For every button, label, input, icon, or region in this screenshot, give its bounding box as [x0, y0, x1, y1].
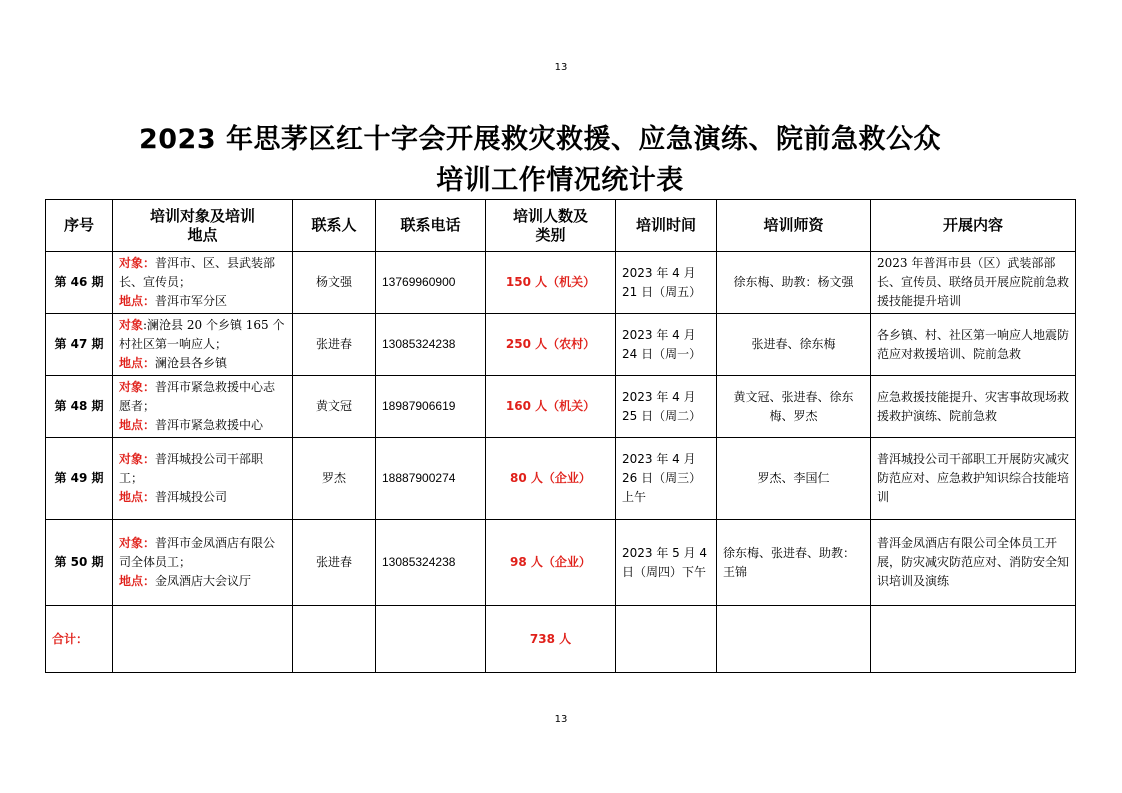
target-location-cell: 对象:澜沧县 20 个乡镇 165 个村社区第一响应人； 地点：澜沧县各乡镇 — [113, 314, 293, 376]
location-label: 地点 — [119, 294, 144, 308]
period-cell: 第 48 期 — [46, 376, 113, 438]
header-count-line1: 培训人数及 — [512, 206, 588, 225]
target-label: 对象 — [119, 452, 144, 466]
header-target-line2: 地点 — [187, 225, 218, 244]
teachers-cell: 徐东梅、张进春、助教：王锦 — [717, 520, 871, 606]
header-count — [486, 200, 616, 252]
target-value: 普洱市紧急救援中心志愿者； — [119, 380, 276, 413]
target-label: 对象 — [119, 536, 144, 550]
page-number-top: 13 — [554, 62, 568, 73]
location-label: 地点 — [119, 418, 144, 432]
location-label: 地点 — [119, 490, 144, 504]
content-cell: 应急救援技能提升、灾害事故现场救援救护演练、院前急救 — [871, 376, 1076, 438]
target-label: 对象 — [119, 256, 144, 270]
table-row — [46, 252, 1076, 314]
total-label: 合计： — [46, 606, 113, 673]
content-cell: 普洱城投公司干部职工开展防灾减灾防范应对、应急救护知识综合技能培训 — [871, 438, 1076, 520]
header-phone: 联系电话 — [376, 200, 486, 252]
table-row — [46, 520, 1076, 606]
contact-cell: 杨文强 — [293, 252, 376, 314]
teachers-cell: 张进春、徐东梅 — [717, 314, 871, 376]
teachers-cell: 徐东梅、助教：杨文强 — [717, 252, 871, 314]
phone-cell: 18887900274 — [376, 438, 486, 520]
header-content: 开展内容 — [871, 200, 1076, 252]
table-header-row — [46, 200, 1076, 252]
target-location-cell: 对象：普洱市、区、县武装部长、宣传员； 地点：普洱市军分区 — [113, 252, 293, 314]
count-cell: 150 人（机关） — [486, 252, 616, 314]
table-row — [46, 314, 1076, 376]
content-cell: 普洱金凤酒店有限公司全体员工开展，防灾减灾防范应对、消防安全知识培训及演练 — [871, 520, 1076, 606]
contact-cell: 张进春 — [293, 314, 376, 376]
count-cell: 80 人（企业） — [486, 438, 616, 520]
teachers-cell: 罗杰、李国仁 — [717, 438, 871, 520]
period-cell: 第 47 期 — [46, 314, 113, 376]
period-cell: 第 49 期 — [46, 438, 113, 520]
location-value: 普洱市紧急救援中心 — [155, 418, 264, 432]
header-teachers: 培训师资 — [717, 200, 871, 252]
target-location-cell: 对象：普洱市紧急救援中心志愿者； 地点：普洱市紧急救援中心 — [113, 376, 293, 438]
phone-cell: 13085324238 — [376, 314, 486, 376]
count-cell: 160 人（机关） — [486, 376, 616, 438]
empty-cell — [293, 606, 376, 673]
target-value: :澜沧县 20 个乡镇 165 个村社区第一响应人； — [119, 318, 285, 351]
header-contact: 联系人 — [293, 200, 376, 252]
location-value: 普洱市军分区 — [155, 294, 228, 308]
header-count-line2: 类别 — [535, 225, 566, 244]
page-title-line1: 2023 年思茅区红十字会开展救灾救援、应急演练、院前急救公众 — [138, 124, 942, 155]
page-number-bottom: 13 — [554, 714, 568, 725]
empty-cell — [871, 606, 1076, 673]
contact-cell: 罗杰 — [293, 438, 376, 520]
table-row — [46, 438, 1076, 520]
count-cell: 250 人（农村） — [486, 314, 616, 376]
target-value: 普洱市金凤酒店有限公司全体员工； — [119, 536, 276, 569]
header-target — [113, 200, 293, 252]
target-location-cell: 对象：普洱城投公司干部职工； 地点：普洱城投公司 — [113, 438, 293, 520]
header-time: 培训时间 — [616, 200, 717, 252]
content-cell: 2023 年普洱市县（区）武装部部长、宣传员、联络员开展应院前急救援技能提升培训 — [871, 252, 1076, 314]
time-cell: 2023 年 4 月 24 日（周一） — [616, 314, 717, 376]
page-title-line2: 培训工作情况统计表 — [436, 165, 684, 196]
empty-cell — [113, 606, 293, 673]
target-value: 普洱市、区、县武装部长、宣传员； — [119, 256, 276, 289]
period-cell: 第 46 期 — [46, 252, 113, 314]
location-label: 地点 — [119, 574, 144, 588]
target-label: 对象 — [119, 380, 144, 394]
time-cell: 2023 年 4 月 25 日（周二） — [616, 376, 717, 438]
phone-cell: 13769960900 — [376, 252, 486, 314]
training-statistics-table — [45, 199, 1076, 673]
content-cell: 各乡镇、村、社区第一响应人地震防范应对救援培训、院前急救 — [871, 314, 1076, 376]
contact-cell: 张进春 — [293, 520, 376, 606]
header-target-line1: 培训对象及培训 — [149, 206, 255, 225]
total-row — [46, 606, 1076, 673]
count-cell: 98 人（企业） — [486, 520, 616, 606]
location-value: 普洱城投公司 — [155, 490, 228, 504]
time-cell: 2023 年 4 月 26 日（周三）上午 — [616, 438, 717, 520]
contact-cell: 黄文冠 — [293, 376, 376, 438]
period-cell: 第 50 期 — [46, 520, 113, 606]
target-label: 对象 — [119, 318, 144, 332]
target-location-cell: 对象：普洱市金凤酒店有限公司全体员工； 地点：金凤酒店大会议厅 — [113, 520, 293, 606]
total-count: 738 人 — [486, 606, 616, 673]
header-seq: 序号 — [46, 200, 113, 252]
phone-cell: 18987906619 — [376, 376, 486, 438]
location-label: 地点 — [119, 356, 144, 370]
time-cell: 2023 年 4 月 21 日（周五） — [616, 252, 717, 314]
time-cell: 2023 年 5 月 4 日（周四）下午 — [616, 520, 717, 606]
phone-cell: 13085324238 — [376, 520, 486, 606]
empty-cell — [616, 606, 717, 673]
table-row — [46, 376, 1076, 438]
empty-cell — [376, 606, 486, 673]
target-value: 普洱城投公司干部职工； — [119, 452, 264, 485]
empty-cell — [717, 606, 871, 673]
location-value: 金凤酒店大会议厅 — [155, 574, 252, 588]
teachers-cell: 黄文冠、张进春、徐东梅、罗杰 — [717, 376, 871, 438]
location-value: 澜沧县各乡镇 — [155, 356, 228, 370]
